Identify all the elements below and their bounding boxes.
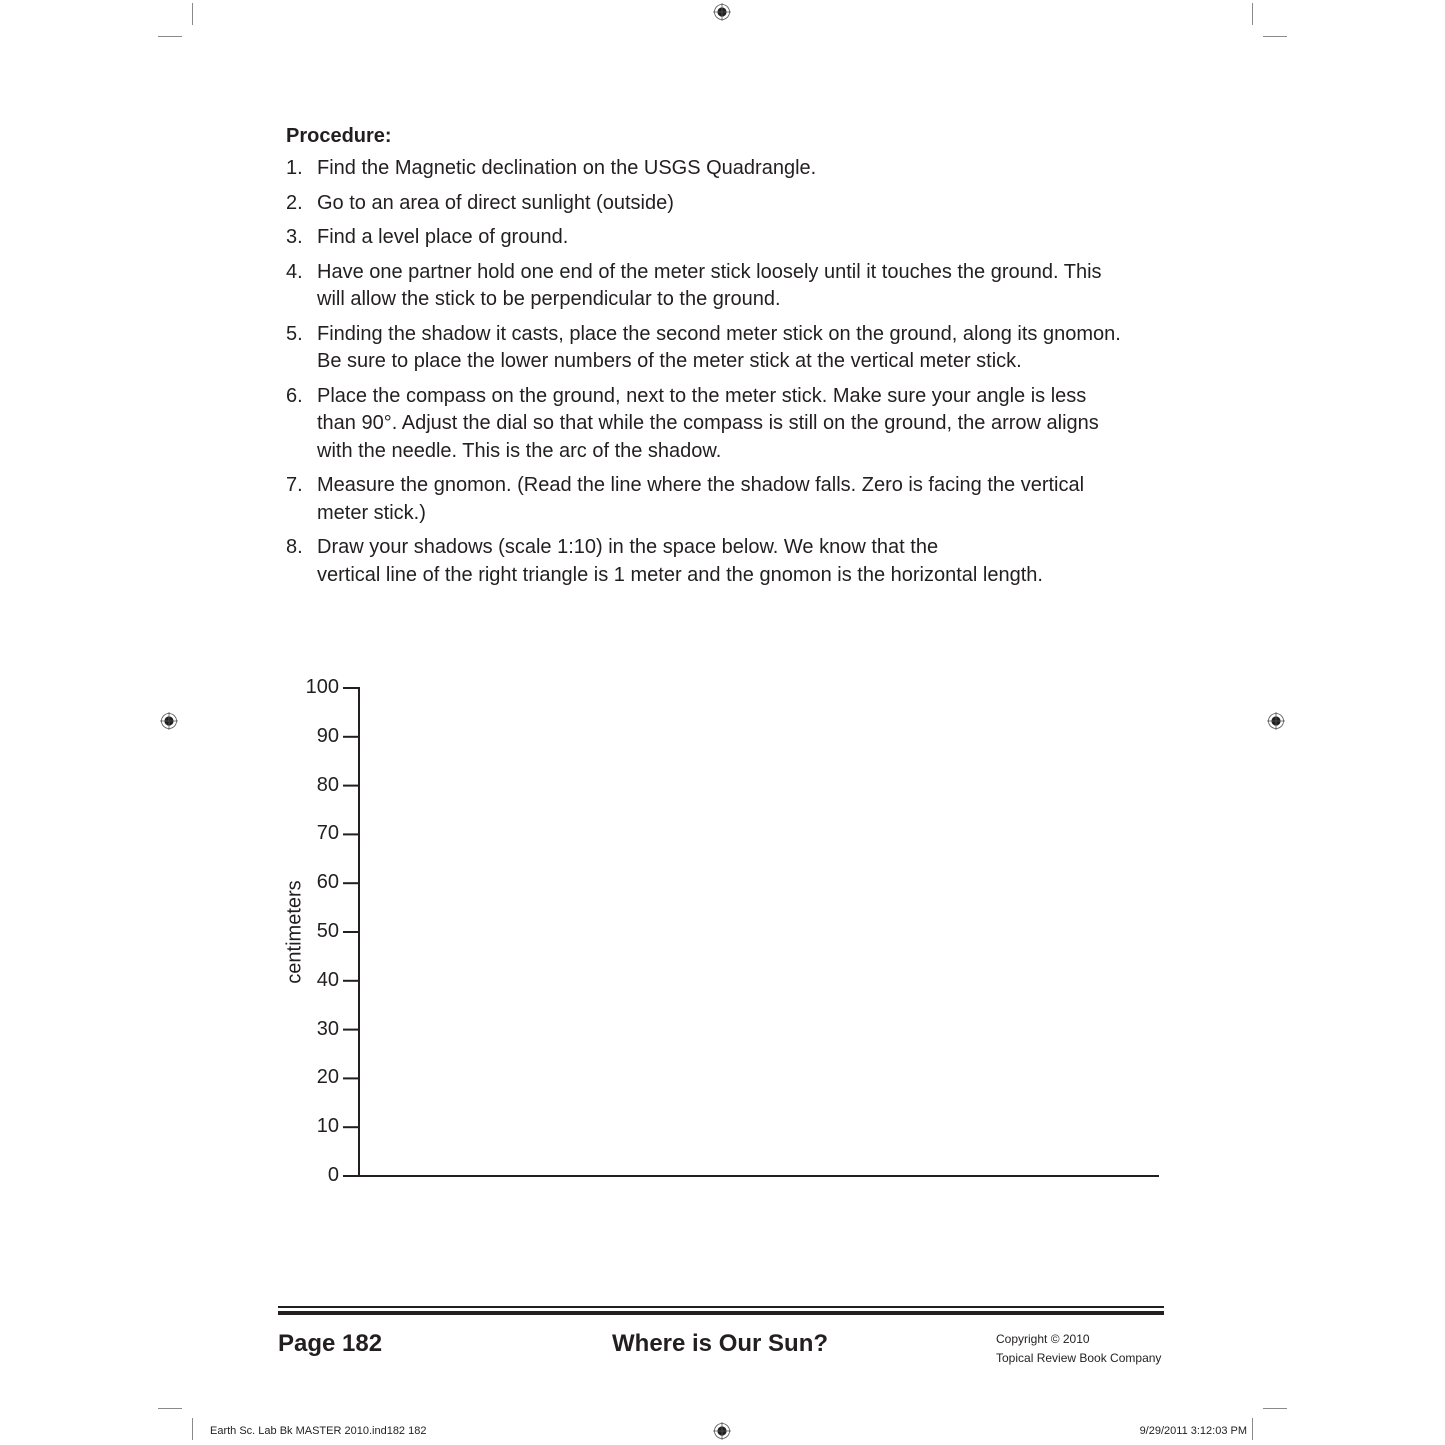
y-tick-label: 70 [316, 822, 339, 845]
step-number: 1. [286, 157, 303, 179]
step-number: 2. [286, 191, 303, 214]
step-text-line: Measure the gnomon. (Read the line where the shadow falls. Zero is facing the vertical [317, 474, 1085, 496]
footer-rule-thick [278, 1311, 1164, 1315]
copyright-line: Copyright © 2010 [996, 1332, 1090, 1346]
slug-timestamp: 9/29/2011 3:12:03 PM [1139, 1425, 1247, 1437]
step-number: 8. [286, 536, 303, 558]
y-tick-label: 10 [316, 1115, 339, 1138]
step-text-line: Place the compass on the ground, next to the meter stick. Make sure your angle is less [317, 384, 1087, 407]
step-text-line: Draw your shadows (scale 1:10) in the space below. We know that the [317, 536, 939, 558]
step-text-line: Finding the shadow it casts, place the second meter stick on the ground, along its gnomon. [317, 322, 1121, 345]
y-tick-label: 0 [327, 1164, 339, 1186]
step-number: 7. [286, 474, 303, 496]
procedure-heading: Procedure: [286, 125, 392, 147]
y-tick-label: 90 [316, 724, 339, 747]
y-tick-label: 20 [316, 1066, 339, 1089]
step-number: 6. [286, 384, 303, 407]
y-tick-label: 30 [316, 1017, 339, 1040]
step-text-line: Be sure to place the lower numbers of the meter stick at the vertical meter stick. [317, 350, 1022, 372]
y-tick-label: 80 [316, 773, 339, 796]
step-number: 3. [286, 226, 303, 248]
step-number: 4. [286, 260, 303, 283]
y-tick-label: 100 [305, 676, 339, 698]
copyright [996, 1330, 1161, 1368]
publisher-line: Topical Review Book Company [996, 1351, 1162, 1365]
step-text-line: with the needle. This is the arc of the shadow. [317, 439, 722, 462]
y-tick-label: 50 [316, 920, 339, 942]
step-text-line: will allow the stick to be perpendicular to the ground. [317, 288, 781, 310]
step-text-line: Find a level place of ground. [317, 226, 569, 248]
y-ticks [343, 688, 359, 1176]
step-text-line: vertical line of the right triangle is 1 meter and the gnomon is the horizontal length. [317, 563, 1043, 586]
footer-rule-thin [278, 1306, 1164, 1308]
step-text-line: than 90°. Adjust the dial so that while the compass is still on the ground, the arrow aligns [317, 412, 1099, 434]
y-tick-label: 40 [316, 968, 339, 991]
y-tick-label: 60 [316, 871, 339, 894]
step-number: 5. [286, 322, 303, 345]
chapter-title: Where is Our Sun? [612, 1330, 829, 1357]
step-text-line: meter stick.) [317, 501, 426, 524]
step-text-line: Go to an area of direct sunlight (outside) [317, 191, 674, 214]
page-number: Page 182 [278, 1330, 383, 1357]
step-text-line: Have one partner hold one end of the meter stick loosely until it touches the ground. This [317, 260, 1102, 283]
slug-file: Earth Sc. Lab Bk MASTER 2010.ind182 182 [210, 1425, 427, 1437]
y-axis-label: centimeters [283, 880, 306, 984]
step-text-line: Find the Magnetic declination on the USGS Quadrangle. [317, 157, 817, 179]
